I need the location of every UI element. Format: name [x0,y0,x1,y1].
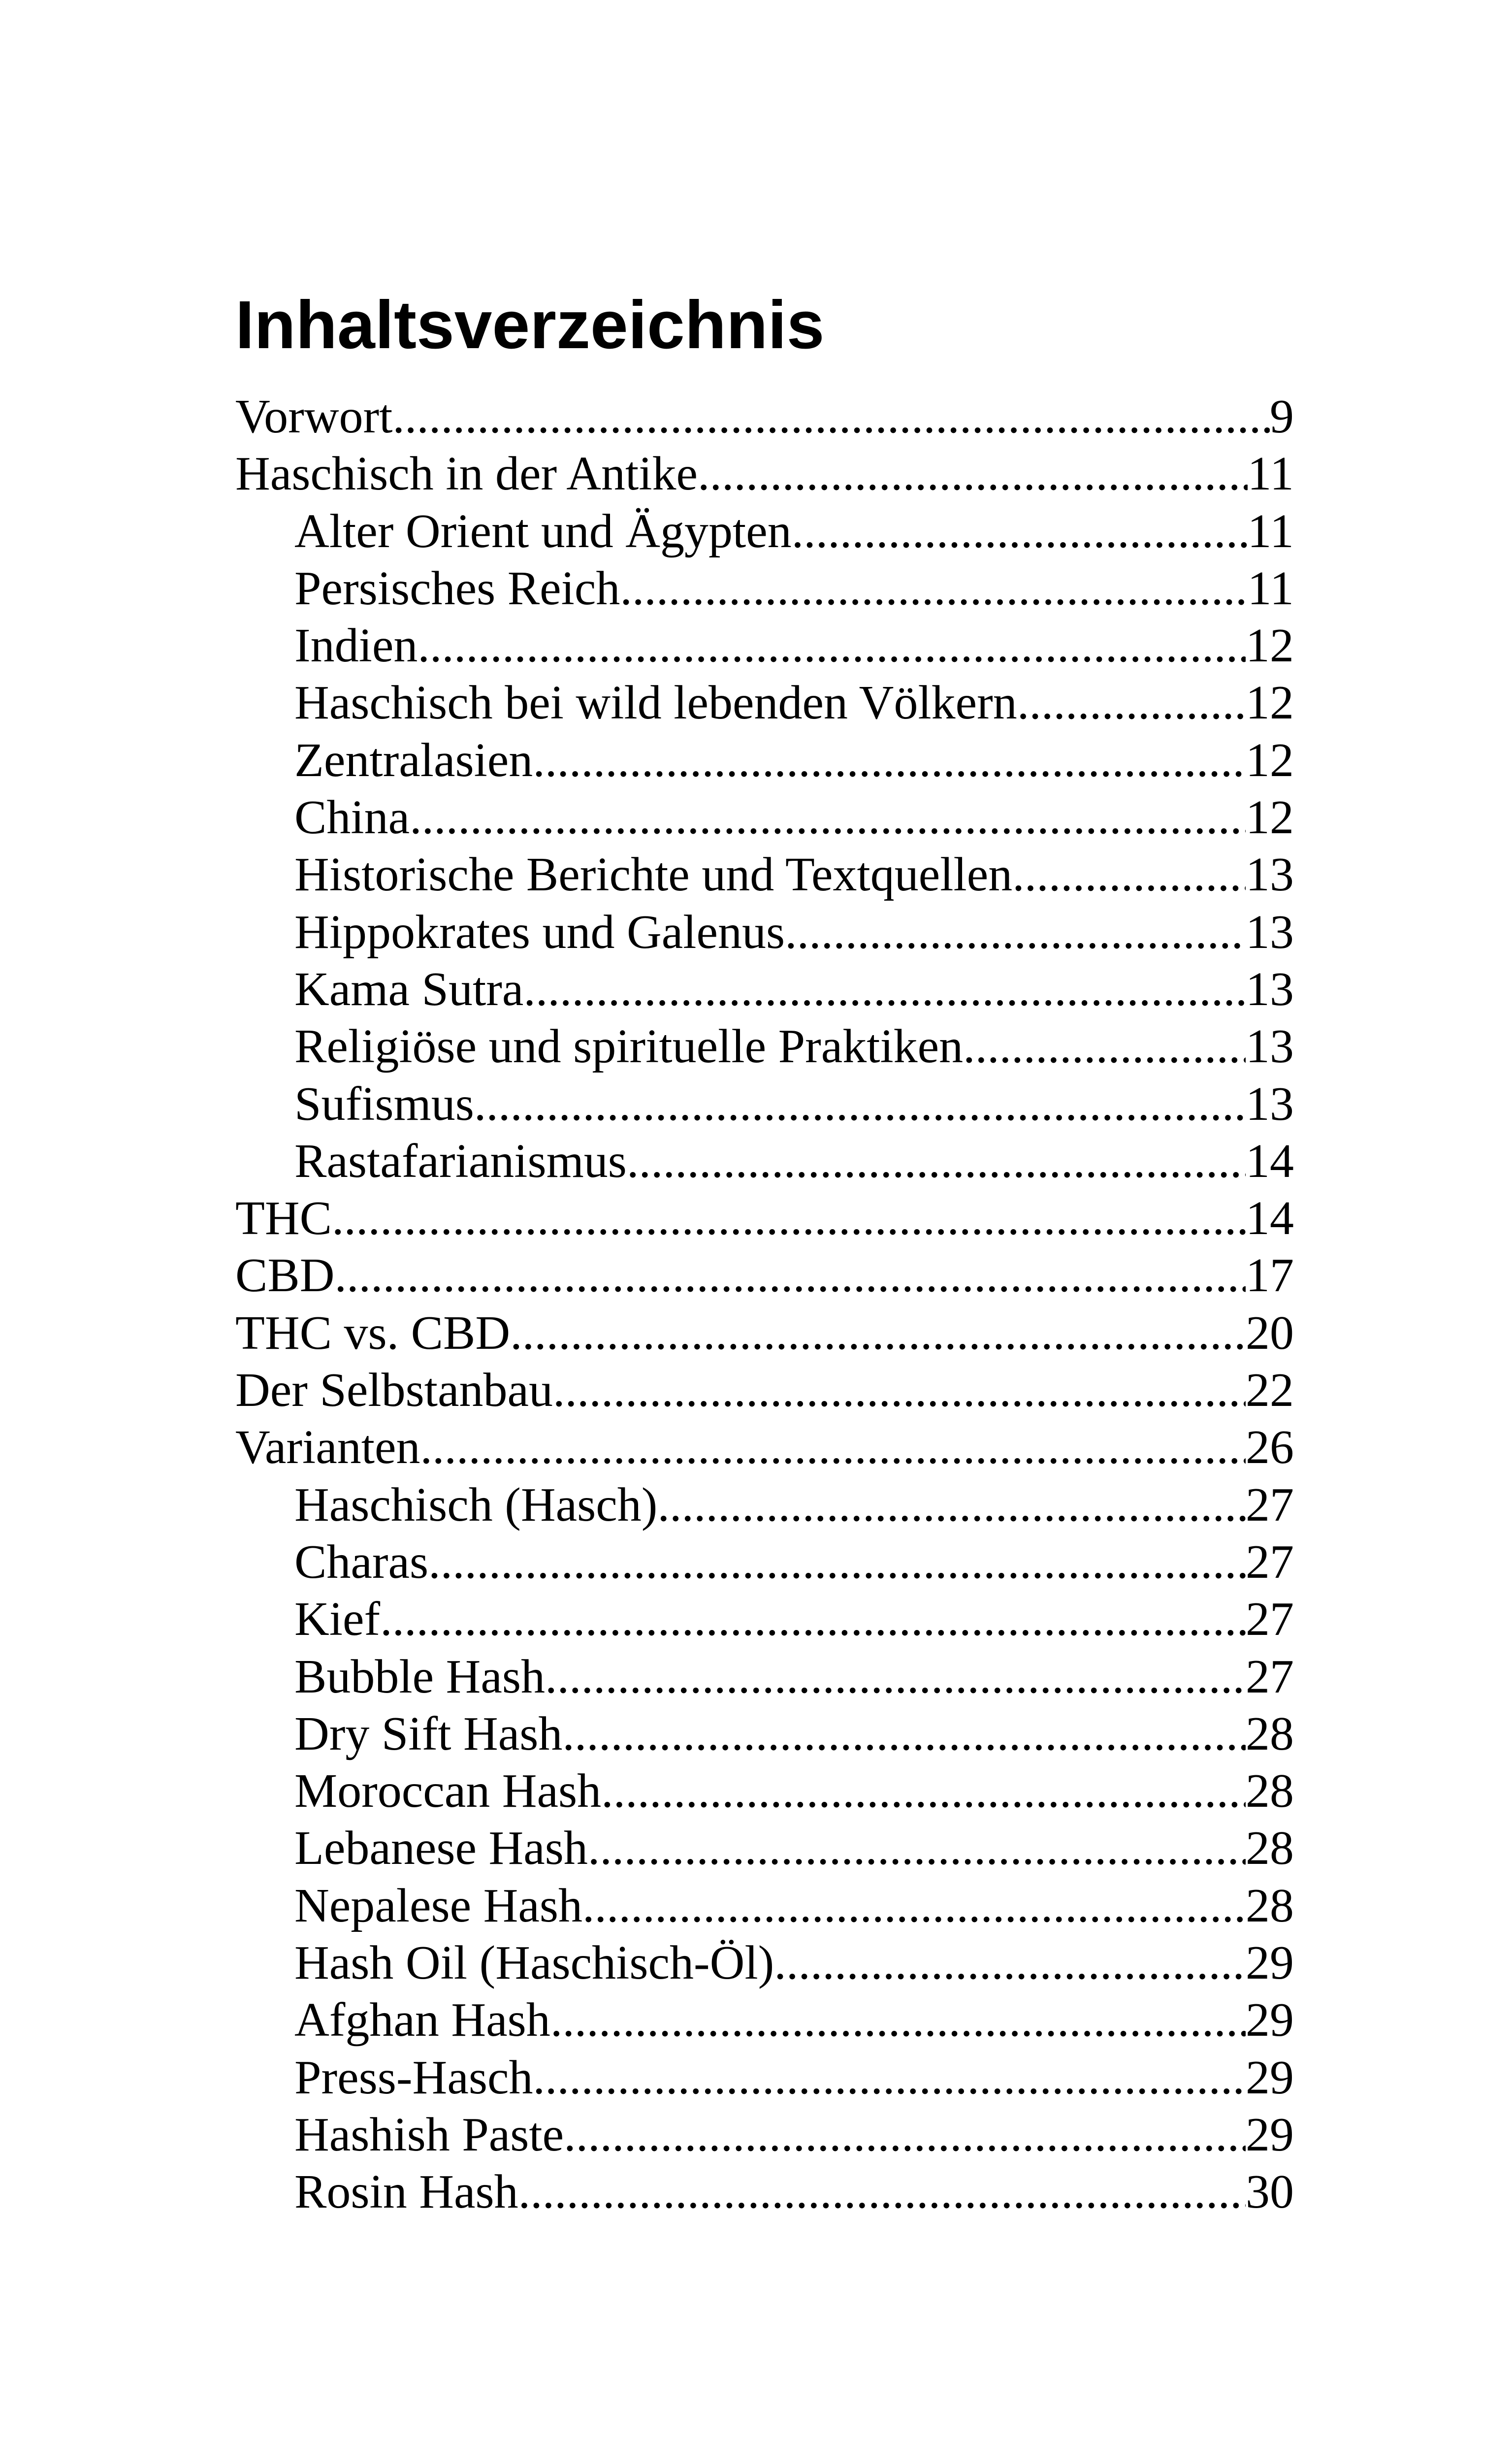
toc-entry[interactable] [235,1419,1294,1476]
toc-entry-page-number: 26 [1246,1421,1294,1474]
toc-entry[interactable] [235,1133,1294,1190]
toc-entry-page-number: 14 [1246,1134,1294,1188]
toc-entry-title: Dry Sift Hash [294,1707,563,1760]
toc-entry-page-number: 12 [1246,676,1294,730]
toc-dot-leader [335,1247,1246,1304]
toc-entry-title: Haschisch bei wild lebenden Völkern [294,676,1017,730]
toc-entry[interactable] [235,1476,1294,1533]
toc-entry-page-number: 27 [1246,1593,1294,1646]
toc-entry-title: Rosin Hash [294,2165,518,2219]
toc-dot-leader [774,1934,1246,1991]
toc-dot-leader [627,1133,1246,1190]
toc-entry-title: Press-Hasch [294,2051,533,2104]
toc-entry-page-number: 22 [1246,1364,1294,1417]
toc-dot-leader [698,445,1248,502]
toc-entry[interactable] [235,732,1294,789]
toc-entry[interactable] [235,388,1294,445]
toc-entry-title: Vorwort [235,390,393,443]
toc-entry[interactable] [235,1018,1294,1075]
toc-dot-leader [332,1190,1246,1247]
toc-entry-page-number: 29 [1246,2051,1294,2104]
toc-entry-page-number: 29 [1246,1936,1294,1990]
toc-dot-leader [588,1820,1246,1877]
toc-entry-page-number: 27 [1246,1478,1294,1531]
toc-entry-page-number: 13 [1246,1077,1294,1131]
toc-dot-leader [533,2049,1246,2106]
toc-entry[interactable] [235,2049,1294,2106]
toc-entry-title: Der Selbstanbau [235,1364,553,1417]
toc-dot-leader [518,2163,1246,2220]
toc-entry[interactable] [235,1820,1294,1877]
toc-entry[interactable] [235,1190,1294,1247]
toc-entry-page-number: 13 [1246,905,1294,959]
toc-entry-page-number: 27 [1246,1650,1294,1703]
toc-dot-leader [380,1591,1246,1648]
toc-entry-title: Zentralasien [294,733,533,787]
toc-entry[interactable] [235,2163,1294,2220]
toc-entry-title: Afghan Hash [294,1993,550,2047]
toc-entry-title: Bubble Hash [294,1650,545,1703]
toc-entry[interactable] [235,1648,1294,1705]
toc-entry-title: Varianten [235,1421,420,1474]
toc-entry-title: Religiöse und spirituelle Praktiken [294,1020,964,1074]
toc-entry-page-number: 11 [1247,504,1294,558]
toc-entry-title: THC [235,1192,332,1245]
toc-entry[interactable] [235,961,1294,1018]
toc-entry-page-number: 28 [1246,1764,1294,1818]
toc-entry-title: Alter Orient und Ägypten [294,504,792,558]
toc-heading: Inhaltsverzeichnis [235,287,825,363]
toc-entry[interactable] [235,846,1294,903]
table-of-contents [235,388,1294,2221]
toc-entry-page-number: 13 [1246,1020,1294,1074]
toc-entry[interactable] [235,560,1294,617]
toc-dot-leader [553,1362,1246,1419]
toc-entry[interactable] [235,789,1294,846]
toc-entry[interactable] [235,1247,1294,1304]
toc-entry[interactable] [235,1362,1294,1419]
toc-entry-title: Hippokrates und Galenus [294,905,785,959]
toc-dot-leader [523,961,1246,1018]
toc-entry[interactable] [235,904,1294,961]
toc-dot-leader [1012,846,1246,903]
toc-entry-title: Indien [294,619,418,673]
toc-entry-title: Haschisch in der Antike [235,447,698,501]
toc-entry[interactable] [235,1533,1294,1591]
toc-entry[interactable] [235,1591,1294,1648]
toc-entry[interactable] [235,503,1294,560]
toc-dot-leader [428,1533,1246,1591]
toc-entry[interactable] [235,1075,1294,1133]
toc-entry[interactable] [235,1705,1294,1762]
toc-entry-page-number: 14 [1246,1192,1294,1245]
toc-entry-page-number: 9 [1270,390,1294,443]
toc-dot-leader [582,1877,1246,1934]
toc-dot-leader [792,503,1248,560]
toc-entry-title: Sufismus [294,1077,474,1131]
toc-entry[interactable] [235,674,1294,731]
toc-dot-leader [410,789,1246,846]
toc-entry-page-number: 12 [1246,619,1294,673]
toc-entry-title: Kief [294,1593,381,1646]
toc-entry[interactable] [235,617,1294,674]
toc-entry[interactable] [235,445,1294,502]
toc-dot-leader [533,732,1246,789]
toc-entry-page-number: 20 [1246,1306,1294,1360]
toc-dot-leader [418,617,1246,674]
toc-entry-page-number: 12 [1246,791,1294,845]
toc-entry-page-number: 29 [1246,2108,1294,2161]
toc-dot-leader [392,388,1270,445]
toc-entry-title: Hash Oil (Haschisch-Öl) [294,1936,774,1990]
toc-dot-leader [420,1419,1246,1476]
toc-entry-title: China [294,791,410,845]
toc-entry-page-number: 30 [1246,2165,1294,2219]
toc-entry-page-number: 13 [1246,962,1294,1016]
toc-dot-leader [545,1648,1246,1705]
toc-entry[interactable] [235,2106,1294,2163]
toc-entry-title: Nepalese Hash [294,1879,583,1932]
toc-entry-title: Lebanese Hash [294,1822,588,1875]
toc-entry[interactable] [235,1934,1294,1991]
toc-dot-leader [785,904,1246,961]
toc-dot-leader [510,1304,1246,1362]
toc-entry-page-number: 29 [1246,1993,1294,2047]
toc-dot-leader [601,1762,1246,1820]
toc-entry-title: THC vs. CBD [235,1306,511,1360]
toc-entry[interactable] [235,1762,1294,1820]
toc-entry-title: Moroccan Hash [294,1764,602,1818]
toc-entry-page-number: 28 [1246,1707,1294,1760]
toc-entry-title: Rastafarianismus [294,1134,627,1188]
toc-dot-leader [550,1991,1246,2049]
toc-entry-title: Persisches Reich [294,561,620,615]
toc-dot-leader [474,1075,1246,1133]
toc-entry-page-number: 28 [1246,1879,1294,1932]
toc-dot-leader [963,1018,1246,1075]
toc-entry-title: Charas [294,1535,429,1589]
toc-entry-page-number: 13 [1246,848,1294,902]
toc-entry[interactable] [235,1304,1294,1362]
toc-entry-page-number: 11 [1247,447,1294,501]
toc-dot-leader [1017,674,1246,731]
toc-entry-title: Historische Berichte und Textquellen [294,848,1013,902]
toc-entry-page-number: 27 [1246,1535,1294,1589]
toc-dot-leader [620,560,1247,617]
toc-entry-page-number: 12 [1246,733,1294,787]
toc-dot-leader [657,1476,1246,1533]
toc-entry[interactable] [235,1991,1294,2049]
toc-entry-title: CBD [235,1249,335,1303]
toc-entry[interactable] [235,1877,1294,1934]
toc-entry-page-number: 17 [1246,1249,1294,1303]
toc-entry-page-number: 28 [1246,1822,1294,1875]
toc-dot-leader [562,1705,1246,1762]
toc-entry-title: Haschisch (Hasch) [294,1478,658,1531]
toc-entry-title: Kama Sutra [294,962,524,1016]
toc-dot-leader [564,2106,1246,2163]
toc-entry-page-number: 11 [1247,561,1294,615]
toc-entry-title: Hashish Paste [294,2108,564,2161]
